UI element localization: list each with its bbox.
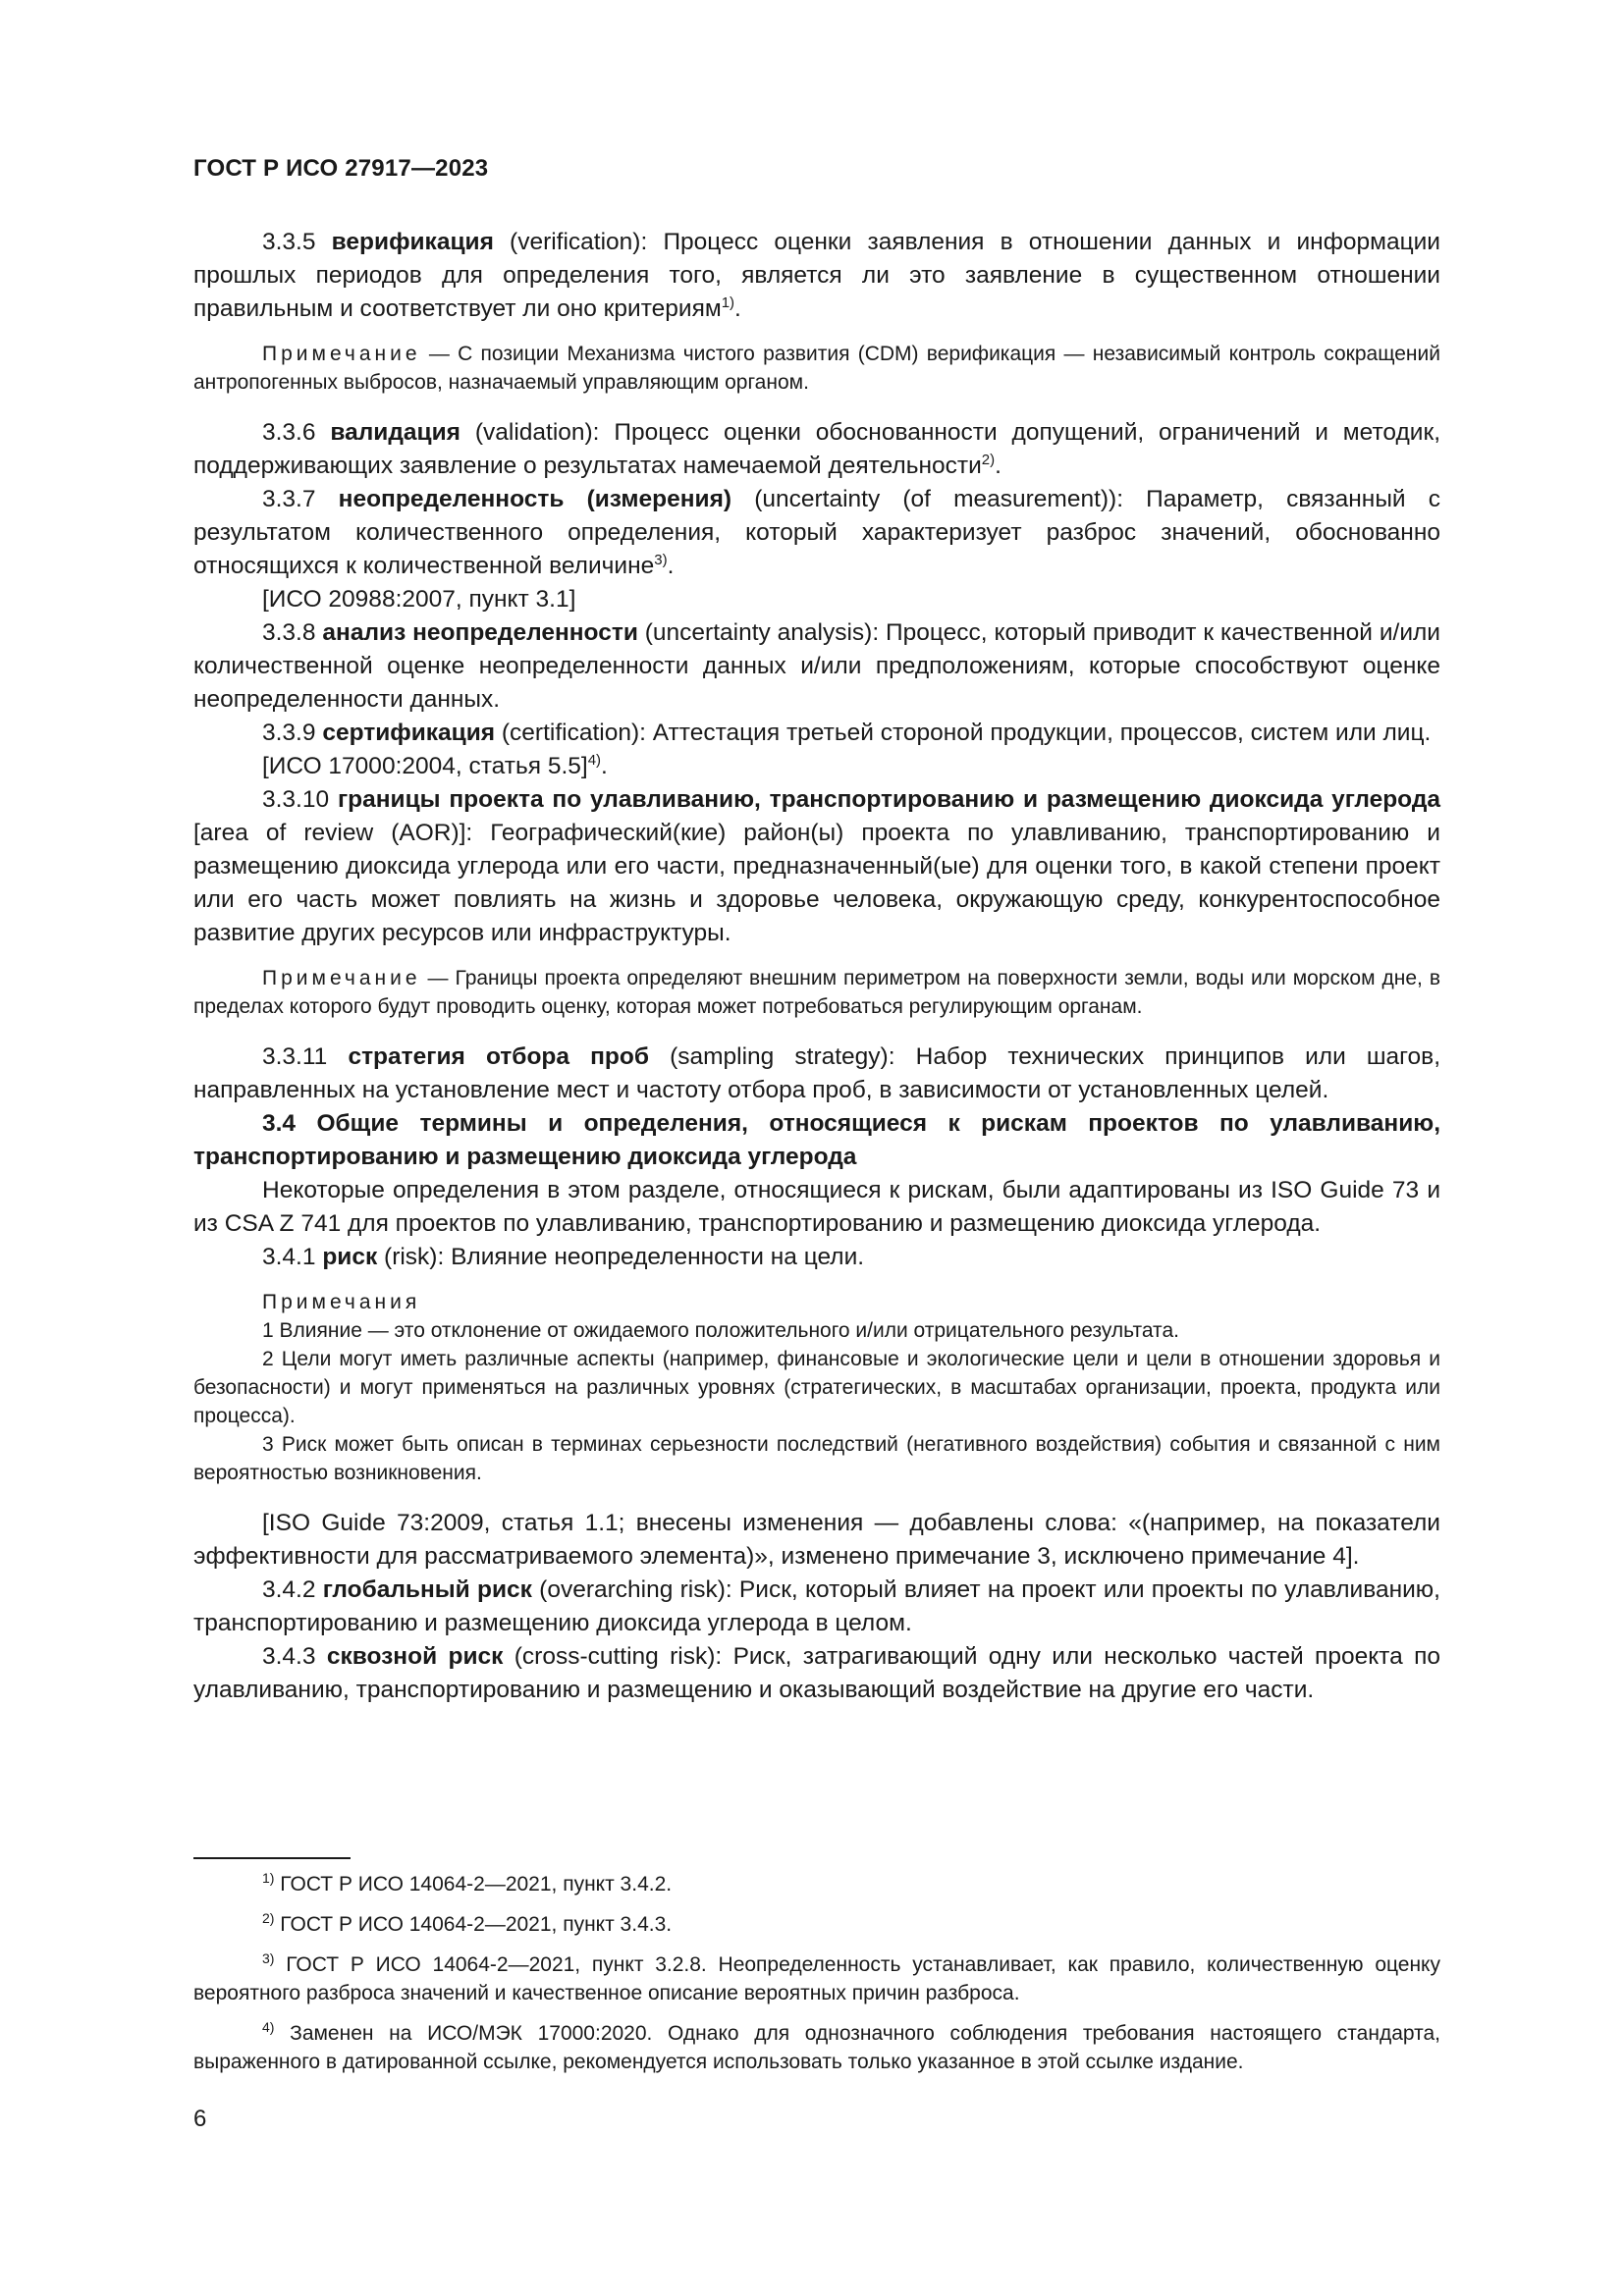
reference-3-3-9: [ИСО 17000:2004, статья 5.5]$^{4)}$. (262, 751, 608, 779)
term-3-4-3: 3.4.3 сквозной риск (cross-cutting risk): Риск, затрагивающий одну или несколько частей проекта по улавливанию, транспортированию и размещению и оказывающий воздействие на другие его части. (193, 1643, 1441, 1703)
term-3-3-8: 3.3.8 анализ неопределенности (uncertainty analysis): Процесс, который приводит к качественной и/или количественной оценке неопределенности данных и/или предположениям, которые способствуют оценке неопределенности данных. (193, 619, 1440, 713)
term-3-3-7: 3.3.7 неопределенность (измерения) (uncertainty (of measurement)): Параметр, связанный с результатом количественного определения, который характеризует разброс значений, обоснованно относящихся к количественной величине$^{3)}$. (193, 486, 1441, 579)
section-heading-3-4: 3.4 Общие термины и определения, относящиеся к рискам проектов по улавливанию, транспортированию и размещению диоксида углерода (193, 1110, 1440, 1170)
term-name: верификация (331, 229, 494, 255)
term-3-3-11: 3.3.11 стратегия отбора проб (sampling strategy): Набор технических принципов или шагов, направленных на установление мест и частоту отбора проб, в зависимости от установленных целей. (193, 1043, 1441, 1103)
term-name: глобальный риск (322, 1576, 532, 1603)
term-3-3-6: 3.3.6 валидация (validation): Процесс оценки обоснованности допущений, ограничений и методик, поддерживающих заявление о результатах намечаемой деятельности$^{2)}$. (193, 419, 1440, 479)
footnote-3: $^{3)}$ ГОСТ Р ИСО 14064-2—2021, пункт 3.2.8. Неопределенность устанавливает, как правило, количественную оценку вероятного разброса значений и качественное описание вероятных причин разброса. (193, 1950, 1440, 2004)
term-3-4-2: 3.4.2 глобальный риск (overarching risk): Риск, который влияет на проект или проекты по улавливанию, транспортированию и размещению диоксида углерода в целом. (193, 1576, 1440, 1636)
page-number: 6 (193, 2106, 207, 2132)
note-3-3-5: Примечание — С позиции Механизма чистого развития (CDM) верификация — независимый контроль сокращений антропогенных выбросов, назначаемый управляющим органом. (193, 343, 1440, 394)
footnote-1: $^{1)}$ ГОСТ Р ИСО 14064-2—2021, пункт 3.4.2. (262, 1870, 673, 1896)
footnote-ref[interactable]: 4) (587, 751, 602, 769)
section-intro-3-4: Некоторые определения в этом разделе, относящиеся к рискам, были адаптированы из ISO Guide 73 и из CSA Z 741 для проектов по улавливанию, транспортированию и размещению диоксида углерода. (193, 1177, 1440, 1237)
term-3-4-1: 3.4.1 риск (risk): Влияние неопределенности на цели. (262, 1244, 865, 1270)
term-name: сквозной риск (326, 1643, 504, 1670)
main-content (193, 226, 1440, 1707)
footnote-ref[interactable]: 1) (721, 294, 735, 311)
term-name: сертификация (322, 720, 496, 746)
note-3-3-10: Примечание — Границы проекта определяют внешним периметром на поверхности земли, воды или морском дне, в пределах которого будут проводить оценку, которая может потребоваться регулирующим органам. (193, 967, 1440, 1018)
note-2-3-4-1: 2 Цели могут иметь различные аспекты (например, финансовые и экологические цели и цели в отношении здоровья и безопасности) и могут применяться на различных уровнях (стратегических, в масштабах организации, проекта, продукта или процесса). (193, 1348, 1440, 1427)
footnotes (193, 1870, 1440, 2088)
footnote-2: $^{2)}$ ГОСТ Р ИСО 14064-2—2021, пункт 3.4.3. (262, 1910, 673, 1936)
term-3-3-10: 3.3.10 границы проекта по улавливанию, транспортированию и размещению диоксида углерода [area of review (AOR)]: Географический(кие) район(ы) проекта по улавливанию, транспортированию и размещению диоксида углерода или его части, предназначенный(ые) для оценки того, в какой степени проект или его часть может повлиять на жизнь и здоровье человека, окружающую среду, конкурентоспособное развитие других ресурсов или инфраструктуры. (193, 786, 1440, 946)
term-3-3-9: 3.3.9 сертификация (certification): Аттестация третьей стороной продукции, процессов, систем или лиц. (262, 720, 1432, 746)
term-name: стратегия отбора проб (348, 1043, 649, 1070)
document-header: ГОСТ Р ИСО 27917—2023 (193, 155, 489, 182)
notes-label-3-4-1: Примечания (262, 1291, 421, 1313)
term-name: границы проекта по улавливанию, транспортированию и размещению диоксида углерода (337, 786, 1440, 813)
footnote-4: $^{4)}$ Заменен на ИСО/МЭК 17000:2020. Однако для однозначного соблюдения требования настоящего стандарта, выраженного в датированной ссылке, рекомендуется использовать только указанное в этой ссылке издание. (193, 2019, 1440, 2073)
footnote-ref[interactable]: 2) (981, 451, 996, 468)
footnote-divider (193, 1857, 351, 1859)
term-name: неопределенность (измерения) (338, 486, 732, 512)
term-name: риск (322, 1244, 378, 1270)
note-1-3-4-1: 1 Влияние — это отклонение от ожидаемого положительного и/или отрицательного результата. (262, 1319, 1179, 1342)
note-3-3-4-1: 3 Риск может быть описан в терминах серьезности последствий (негативного воздействия) события и связанной с ним вероятностью возникновения. (193, 1433, 1440, 1484)
term-3-3-5: 3.3.5 верификация (verification): Процесс оценки заявления в отношении данных и информации прошлых периодов для определения того, является ли это заявление в существенном отношении правильным и соответствует ли оно критериям$^{1)}$. (193, 229, 1440, 322)
reference-3-4-1: [ISO Guide 73:2009, статья 1.1; внесены изменения — добавлены слова: «(например, на показатели эффективности для рассматриваемого элемента)», изменено примечание 3, исключено примечание 4]. (193, 1510, 1440, 1570)
term-name: валидация (330, 419, 460, 446)
footnote-ref[interactable]: 3) (654, 551, 668, 568)
term-name: анализ неопределенности (322, 619, 638, 646)
reference-3-3-7: [ИСО 20988:2007, пункт 3.1] (262, 586, 576, 613)
